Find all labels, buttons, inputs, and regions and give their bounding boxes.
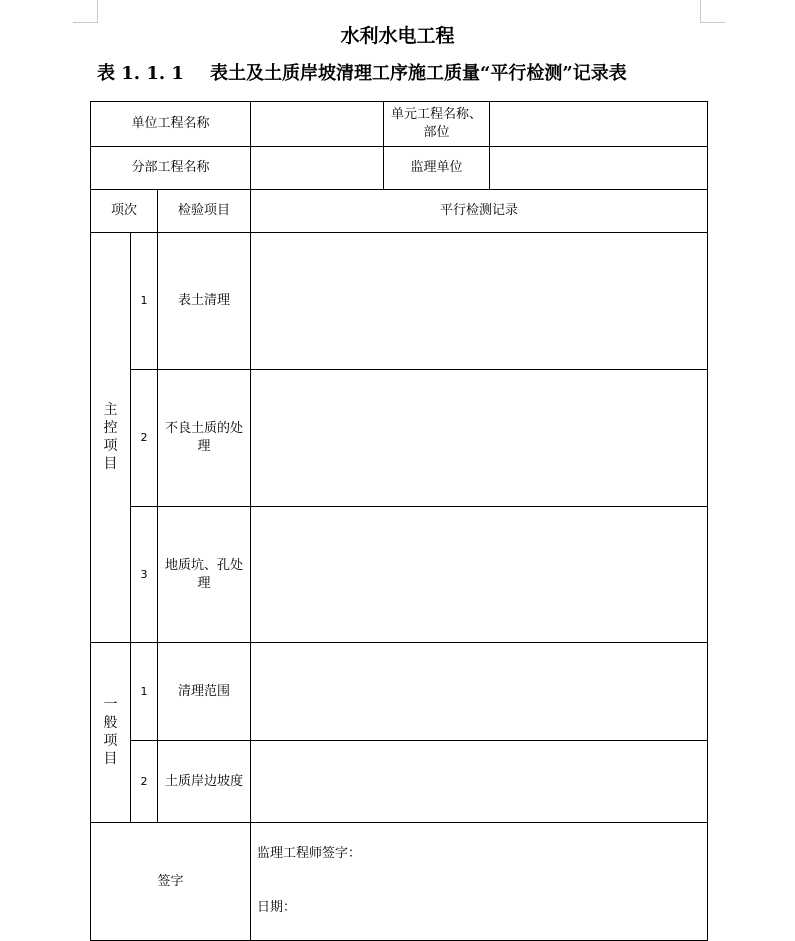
signature-row	[91, 823, 708, 941]
inspection-item-name: 不良土质的处理	[158, 370, 251, 507]
item-number: 1	[131, 643, 158, 741]
sub-project-value[interactable]	[251, 147, 384, 190]
item-number: 2	[131, 741, 158, 823]
element-project-value[interactable]	[490, 102, 708, 147]
record-cell[interactable]	[251, 370, 708, 507]
inspection-item-name: 土质岸边坡度	[158, 741, 251, 823]
page-corner-mark-right	[700, 0, 725, 23]
table-row	[91, 370, 708, 507]
signature-cell[interactable]	[251, 823, 708, 941]
column-inspection-item: 检验项目	[158, 190, 251, 233]
inspection-item-name: 表土清理	[158, 233, 251, 370]
sub-project-label: 分部工程名称	[91, 147, 251, 190]
date-label: 日期：	[257, 900, 297, 915]
table-number: 表 1. 1. 1	[97, 63, 184, 84]
record-cell[interactable]	[251, 507, 708, 643]
item-number: 2	[131, 370, 158, 507]
signature-label: 签字	[91, 823, 251, 941]
general-group	[91, 643, 131, 823]
table-row	[91, 507, 708, 643]
supervision-unit-value[interactable]	[490, 147, 708, 190]
record-cell[interactable]	[251, 643, 708, 741]
main-control-label: 主控项目	[103, 402, 118, 472]
quality-record-table	[90, 101, 708, 941]
item-number: 1	[131, 233, 158, 370]
header-row-sub	[91, 147, 708, 190]
element-project-label: 单元工程名称、部位	[384, 102, 490, 147]
table-row	[91, 233, 708, 370]
supervision-unit-label: 监理单位	[384, 147, 490, 190]
column-item-no: 项次	[91, 190, 158, 233]
header-row-unit	[91, 102, 708, 147]
document-title: 水利水电工程	[340, 25, 455, 47]
main-control-group	[91, 233, 131, 643]
inspection-item-name: 清理范围	[158, 643, 251, 741]
record-cell[interactable]	[251, 741, 708, 823]
unit-project-value[interactable]	[251, 102, 384, 147]
unit-project-label: 单位工程名称	[91, 102, 251, 147]
column-header-row	[91, 190, 708, 233]
record-cell[interactable]	[251, 233, 708, 370]
table-title: 表土及土质岸坡清理工序施工质量“平行检测”记录表	[210, 63, 627, 84]
column-record: 平行检测记录	[251, 190, 708, 233]
general-label: 一般项目	[103, 697, 118, 767]
item-number: 3	[131, 507, 158, 643]
page-corner-mark-left	[73, 0, 98, 23]
inspection-item-name: 地质坑、孔处理	[158, 507, 251, 643]
table-row	[91, 741, 708, 823]
table-row	[91, 643, 708, 741]
engineer-signature-label: 监理工程师签字：	[257, 846, 362, 861]
